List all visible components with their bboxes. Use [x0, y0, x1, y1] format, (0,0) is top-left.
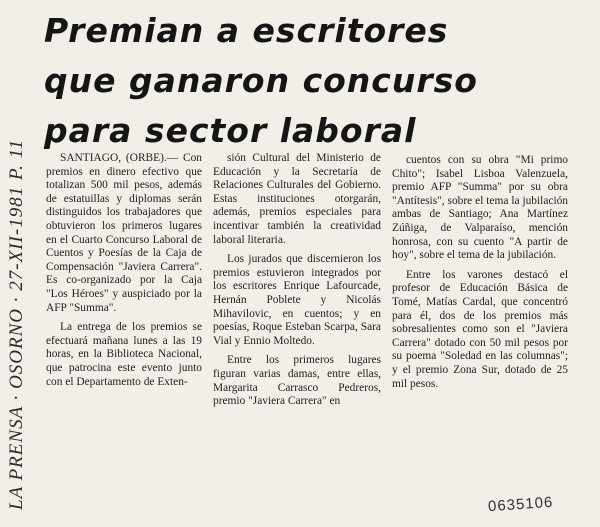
paragraph: sión Cultural del Ministerio de Educación y la Secretaría de Relaciones Culturales del Gobierno. Estas instituciones otorgarán, además, premios especiales para incentivar también la creatividad laboral literaria. — [213, 152, 381, 246]
paragraph: cuentos con su obra "Mi primo Chito"; Isabel Lisboa Valenzuela, premio AFP "Summa" por su obra "Antítesis", sobre el tema la jubilación ambas de Santiago; Ana Martínez Zúñiga, de Valparaíso, mención honrosa, con su cuento "A partir de hoy", sobre el tema de la jubilación. — [392, 154, 568, 262]
article-column-3 — [392, 154, 568, 391]
article-column-1 — [46, 152, 202, 389]
paragraph: La entrega de los premios se efectuará mañana lunes a las 19 horas, en la Biblioteca Nacional, que patrocina este evento junto con el Departamento de Exten- — [46, 321, 202, 388]
headline — [44, 6, 584, 156]
headline-line-2: que ganaron concurso — [44, 61, 478, 100]
paragraph: Los jurados que discernieron los premios estuvieron integrados por los escritores Enrique Lafourcade, Hernán Poblete y Nicolás Mihavilovic, en cuentos; y en poesías, Roque Esteban Scarpa, Sara Vial y Ennio Moltedo. — [213, 253, 381, 347]
headline-line-1: Premian a escritores — [44, 11, 449, 50]
paragraph: Entre los primeros lugares figuran varias damas, entre ellas, Margarita Carrasco Pedreros, premio "Javiera Carrera" en — [213, 354, 381, 408]
paragraph: Entre los varones destacó el profesor de Educación Básica de Tomé, Matías Cardal, que concentró para él, dos de los premios más sobresalientes como son el "Javiera Carrera" dotado con 50 mil pesos por su poema "Soledad en las columnas"; y el premio Zona Sur, dotado de 25 mil pesos. — [392, 268, 568, 390]
archive-stamp: 0635106 — [487, 493, 554, 516]
article-column-2 — [213, 152, 381, 409]
handwritten-source-note: LA PRENSA · OSORNO · 27-XII-1981 P. 11 — [6, 138, 27, 510]
paragraph: SANTIAGO, (ORBE).— Con premios en dinero efectivo que totalizan 500 mil pesos, además de estatuillas y diplomas serán distinguidos los trabajadores que obtuvieron los primeros lugares en el Cuarto Concurso Laboral de Cuentos y Poesías de la Caja de Compensación "Javiera Carrera". Es co-organizado por la Caja "Los Héroes" y auspiciado por la AFP "Summa". — [46, 152, 202, 314]
headline-line-3: para sector laboral — [44, 111, 417, 150]
